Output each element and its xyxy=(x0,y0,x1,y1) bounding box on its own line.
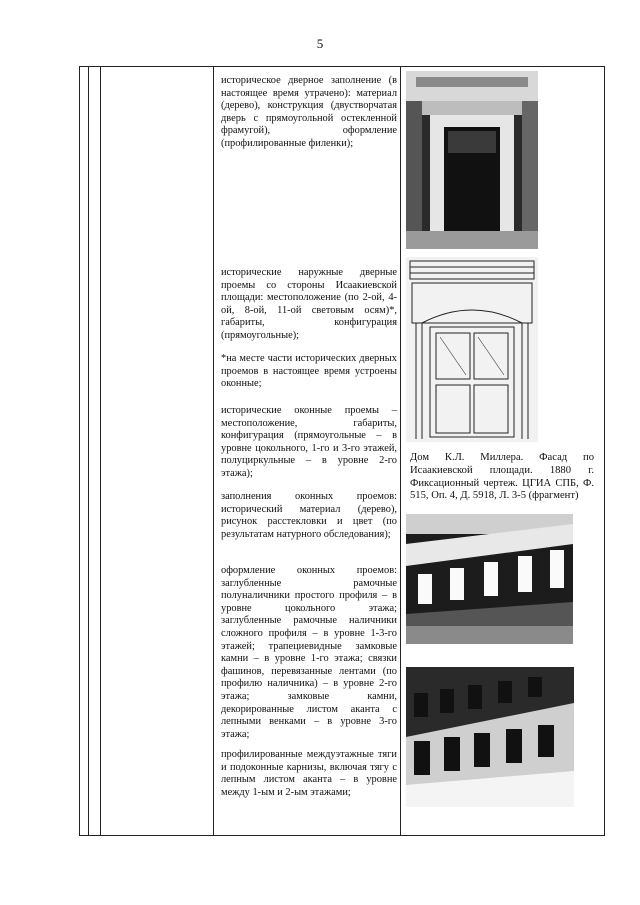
doorway-photo xyxy=(406,71,538,249)
paragraph-window-decoration: оформление оконных проемов: заглубленные рамочные полуналичники простого профиля – в уровне цокольного этажа; заглубленные рамочные наличники сложного профиля – в уровне 1-3-го этажей; трапециевидные замковые камни – в уровне 1-го этажа; связки фашинов, перевязанные лентами (по профилю наличника) – в уровне 2-го этажа; замковые камни, декорированные листом аканта с лепными венками – в уровне 3-го этажа; xyxy=(221,565,397,740)
facade-drawing xyxy=(406,257,538,442)
drawing-caption: Дом К.Л. Миллера. Фасад по Исаакиевской площади. 1880 г. Фиксационный чертеж. ЦГИА СПБ, Ф. 515, Оп. 4, Д. 5918, Л. 3-5 (фрагмент) xyxy=(410,452,594,502)
facade-photo xyxy=(406,514,573,644)
paragraph-cornices: профилированные междуэтажные тяги и подоконные карнизы, включая тягу с лепным листом аканта – в уровне между 1-ым и 2-ым этажами; xyxy=(221,749,397,798)
paragraph-window-openings: исторические оконные проемы – местоположение, габариты, конфигурация (прямоугольные – в уровне цокольного, 1-го и 3-го этажей, полуциркульные – в уровне 2-го этажа); xyxy=(221,405,397,479)
column-divider xyxy=(88,67,89,835)
paragraph-door-filling: историческое дверное заполнение (в настоящее время утрачено): материал (дерево), конструкция (двустворчатая дверь с прямоугольной остекленной фрамугой), оформление (профилированные филенки); xyxy=(221,75,397,149)
page-number: 5 xyxy=(316,36,324,51)
column-divider xyxy=(100,67,101,835)
facade-perspective-photo xyxy=(406,667,574,807)
paragraph-window-filling: заполнения оконных проемов: исторический материал (дерево), рисунок расстекловки и цвет (по результатам натурного обследования); xyxy=(221,491,397,540)
paragraph-door-openings: исторические наружные дверные проемы со стороны Исаакиевской площади: местоположение (по 2-ой, 4-ой, 8-ой, 11-ой световым осям)*, габариты, конфигурация (прямоугольные); xyxy=(221,267,397,341)
column-divider xyxy=(400,67,401,835)
paragraph-door-note: *на месте части исторических дверных проемов в настоящее время устроены оконные; xyxy=(221,353,397,390)
document-table xyxy=(79,66,605,836)
column-divider xyxy=(213,67,214,835)
